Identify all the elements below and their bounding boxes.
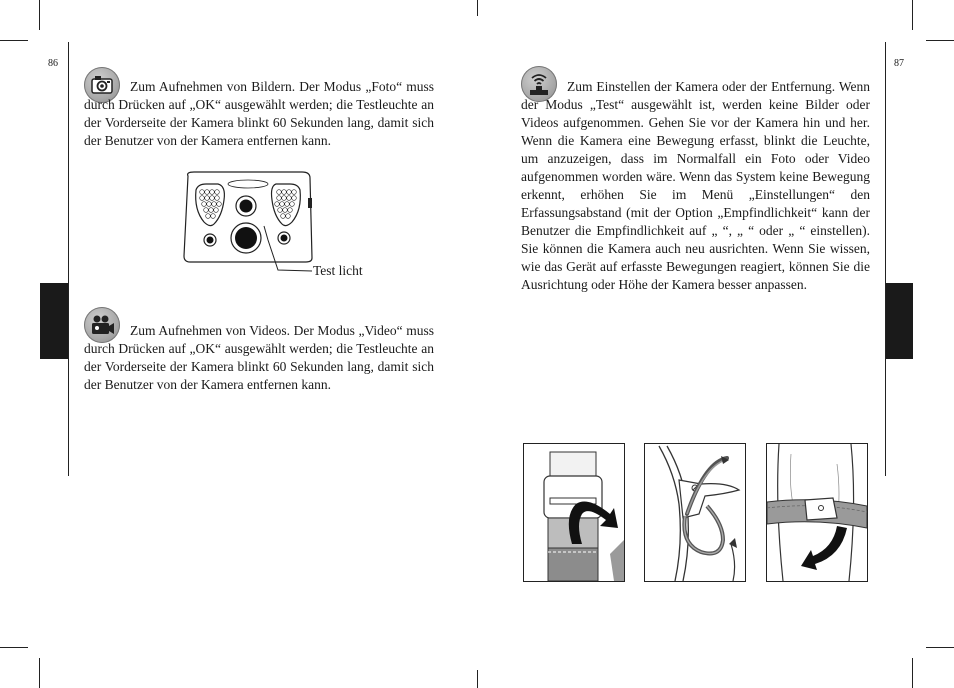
strap-through-buckle-illustration bbox=[523, 443, 625, 582]
page-edge-right bbox=[885, 42, 886, 476]
crop-mark bbox=[39, 0, 40, 30]
page-number-right: 87 bbox=[894, 58, 904, 69]
strap-loop-illustration bbox=[644, 443, 746, 582]
side-tab-left bbox=[40, 283, 68, 359]
crop-mark bbox=[0, 40, 28, 41]
crop-mark bbox=[912, 658, 913, 688]
crop-mark bbox=[926, 647, 954, 648]
crop-mark bbox=[926, 40, 954, 41]
page-edge-left bbox=[68, 42, 69, 476]
crop-mark bbox=[39, 658, 40, 688]
foto-mode-text bbox=[84, 78, 434, 150]
foto-mode-description: Zum Aufnehmen von Bildern. Der Modus „Foto“ muss durch Drücken auf „OK“ ausgewählt werden; die Testleuchte an der Vorderseite der Kamera blinkt 60 Sekunden lang, damit sich der Benutzer von der Kamera entfernen kann. bbox=[84, 79, 434, 148]
crop-mark bbox=[912, 0, 913, 30]
strap-around-tree-illustration bbox=[766, 443, 868, 582]
page-number-left: 86 bbox=[48, 58, 58, 69]
crop-mark bbox=[0, 647, 28, 648]
crop-mark bbox=[477, 0, 478, 16]
video-mode-text bbox=[84, 322, 434, 394]
test-mode-description: Zum Einstellen der Kamera oder der Entfernung. Wenn der Modus „Test“ ausgewählt ist, werden keine Bilder oder Videos aufgenommen. Gehen Sie vor der Kamera hin und her. Wenn die Kamera eine Bewegung erfasst, blinkt die Leuchte, um anzuzeigen, dass im Normalfall ein Foto oder Video aufgenommen worden wäre. Wenn das System keine Bewegung erkennt, erhöhen Sie im Menü „Einstellungen“ den Erfassungsabstand (mit der Option „Empfindlichkeit“ kann der Benutzer die Empfindlichkeit auf „ “, „ “ oder „ “ einstellen). Sie können die Kamera auch neu ausrichten. Wenn Sie wissen, wie das Gerät auf erfasste Bewegungen reagiert, können Sie die Ausrichtung oder Höhe der Kamera besser anpassen. bbox=[521, 79, 870, 292]
video-mode-description: Zum Aufnehmen von Videos. Der Modus „Video“ muss durch Drücken auf „OK“ ausgewählt werden; die Testleuchte an der Vorderseite der Kamera blinkt 60 Sekunden lang, damit sich der Benutzer von der Kamera entfernen kann. bbox=[84, 323, 434, 392]
side-tab-right bbox=[886, 283, 913, 359]
test-light-callout: Test licht bbox=[313, 263, 363, 278]
crop-mark bbox=[477, 670, 478, 688]
test-mode-text bbox=[521, 78, 870, 294]
